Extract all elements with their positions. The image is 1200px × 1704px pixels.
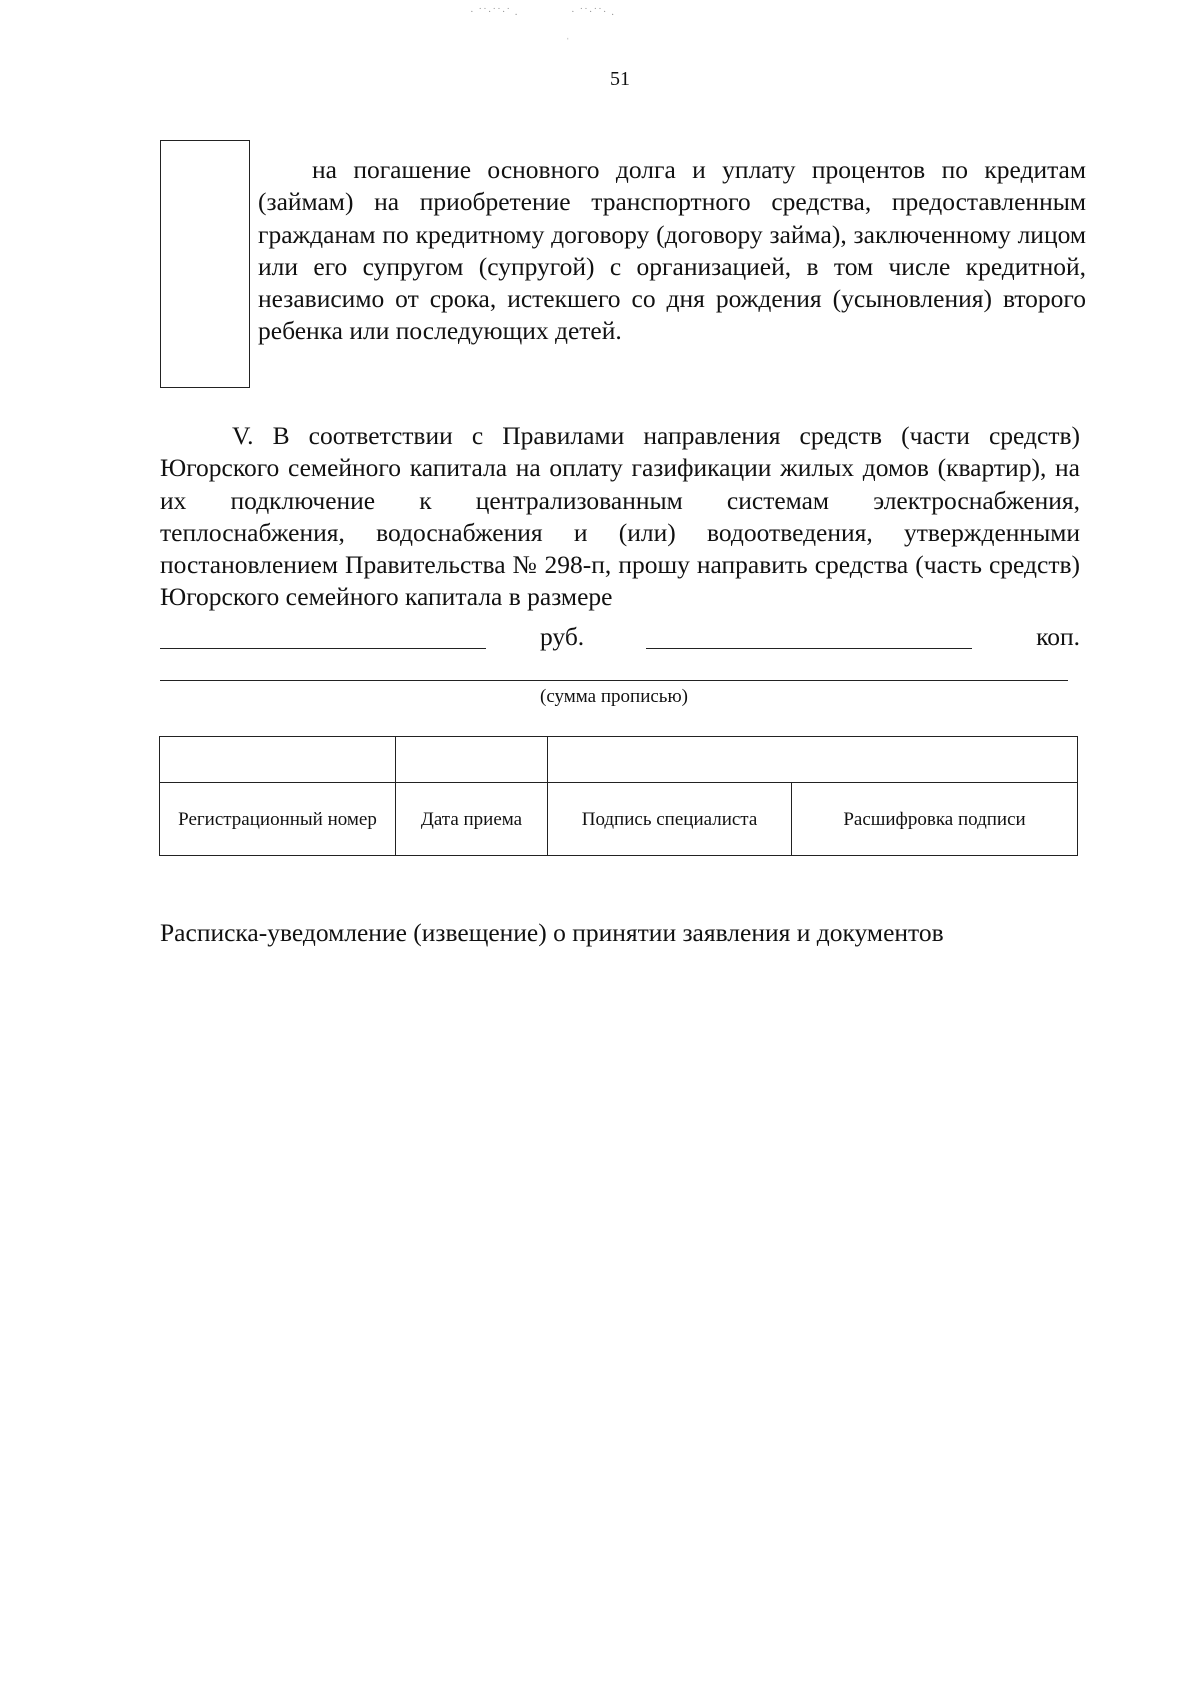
scan-specks-top: · ˙˙·˙˙·˙ . · ˙˙·˙˙· . <box>470 6 615 18</box>
registration-number-cell[interactable] <box>160 737 396 783</box>
kopecks-amount-field[interactable] <box>646 620 972 649</box>
receipt-title: Расписка-уведомление (извещение) о принятии заявления и документов <box>160 918 944 947</box>
option-text-vehicle-loan: на погашение основного долга и уплату процентов по кредитам (займам) на приобретение транспортного средства, предоставленным гражданам по кредитному договору (договору займа), заключенному лицом или его супругом (супругой) с организацией, в том числе кредитной, независимо от срока, истекшего со дня рождения (усыновления) второго ребенка или последующих детей. <box>258 155 1086 346</box>
table-row <box>160 737 1078 783</box>
sum-in-words-field[interactable] <box>160 680 1068 681</box>
date-received-cell[interactable] <box>396 737 548 783</box>
option-checkbox[interactable] <box>160 140 250 388</box>
header-signature-transcript: Расшифровка подписи <box>792 783 1078 856</box>
header-registration-number: Регистрационный номер <box>160 783 396 856</box>
header-date-received: Дата приема <box>396 783 548 856</box>
table-header-row <box>160 783 1078 856</box>
kopecks-label: коп. <box>1036 622 1080 651</box>
header-specialist-signature: Подпись специалиста <box>548 783 792 856</box>
scan-speck: ˌ <box>566 28 571 40</box>
amount-row <box>160 620 1080 654</box>
specialist-signature-cell[interactable] <box>548 737 1078 783</box>
sum-in-words-caption: (сумма прописью) <box>540 686 688 707</box>
section-v-text: V. В соответствии с Правилами направления средств (части средств) Югорского семейного капитала на оплату газификации жилых домов (квартир), на их подключение к централизованным системам электроснабжения, теплоснабжения, водоснабжения и (или) водоотведения, утвержденными постановлением Правительства № 298-п, прошу направить средства (часть средств) Югорского семейного капитала в размере <box>160 421 1080 612</box>
rubles-label: руб. <box>540 622 585 651</box>
registration-table <box>159 736 1078 856</box>
page-number: 51 <box>610 68 630 90</box>
rubles-amount-field[interactable] <box>160 620 486 649</box>
